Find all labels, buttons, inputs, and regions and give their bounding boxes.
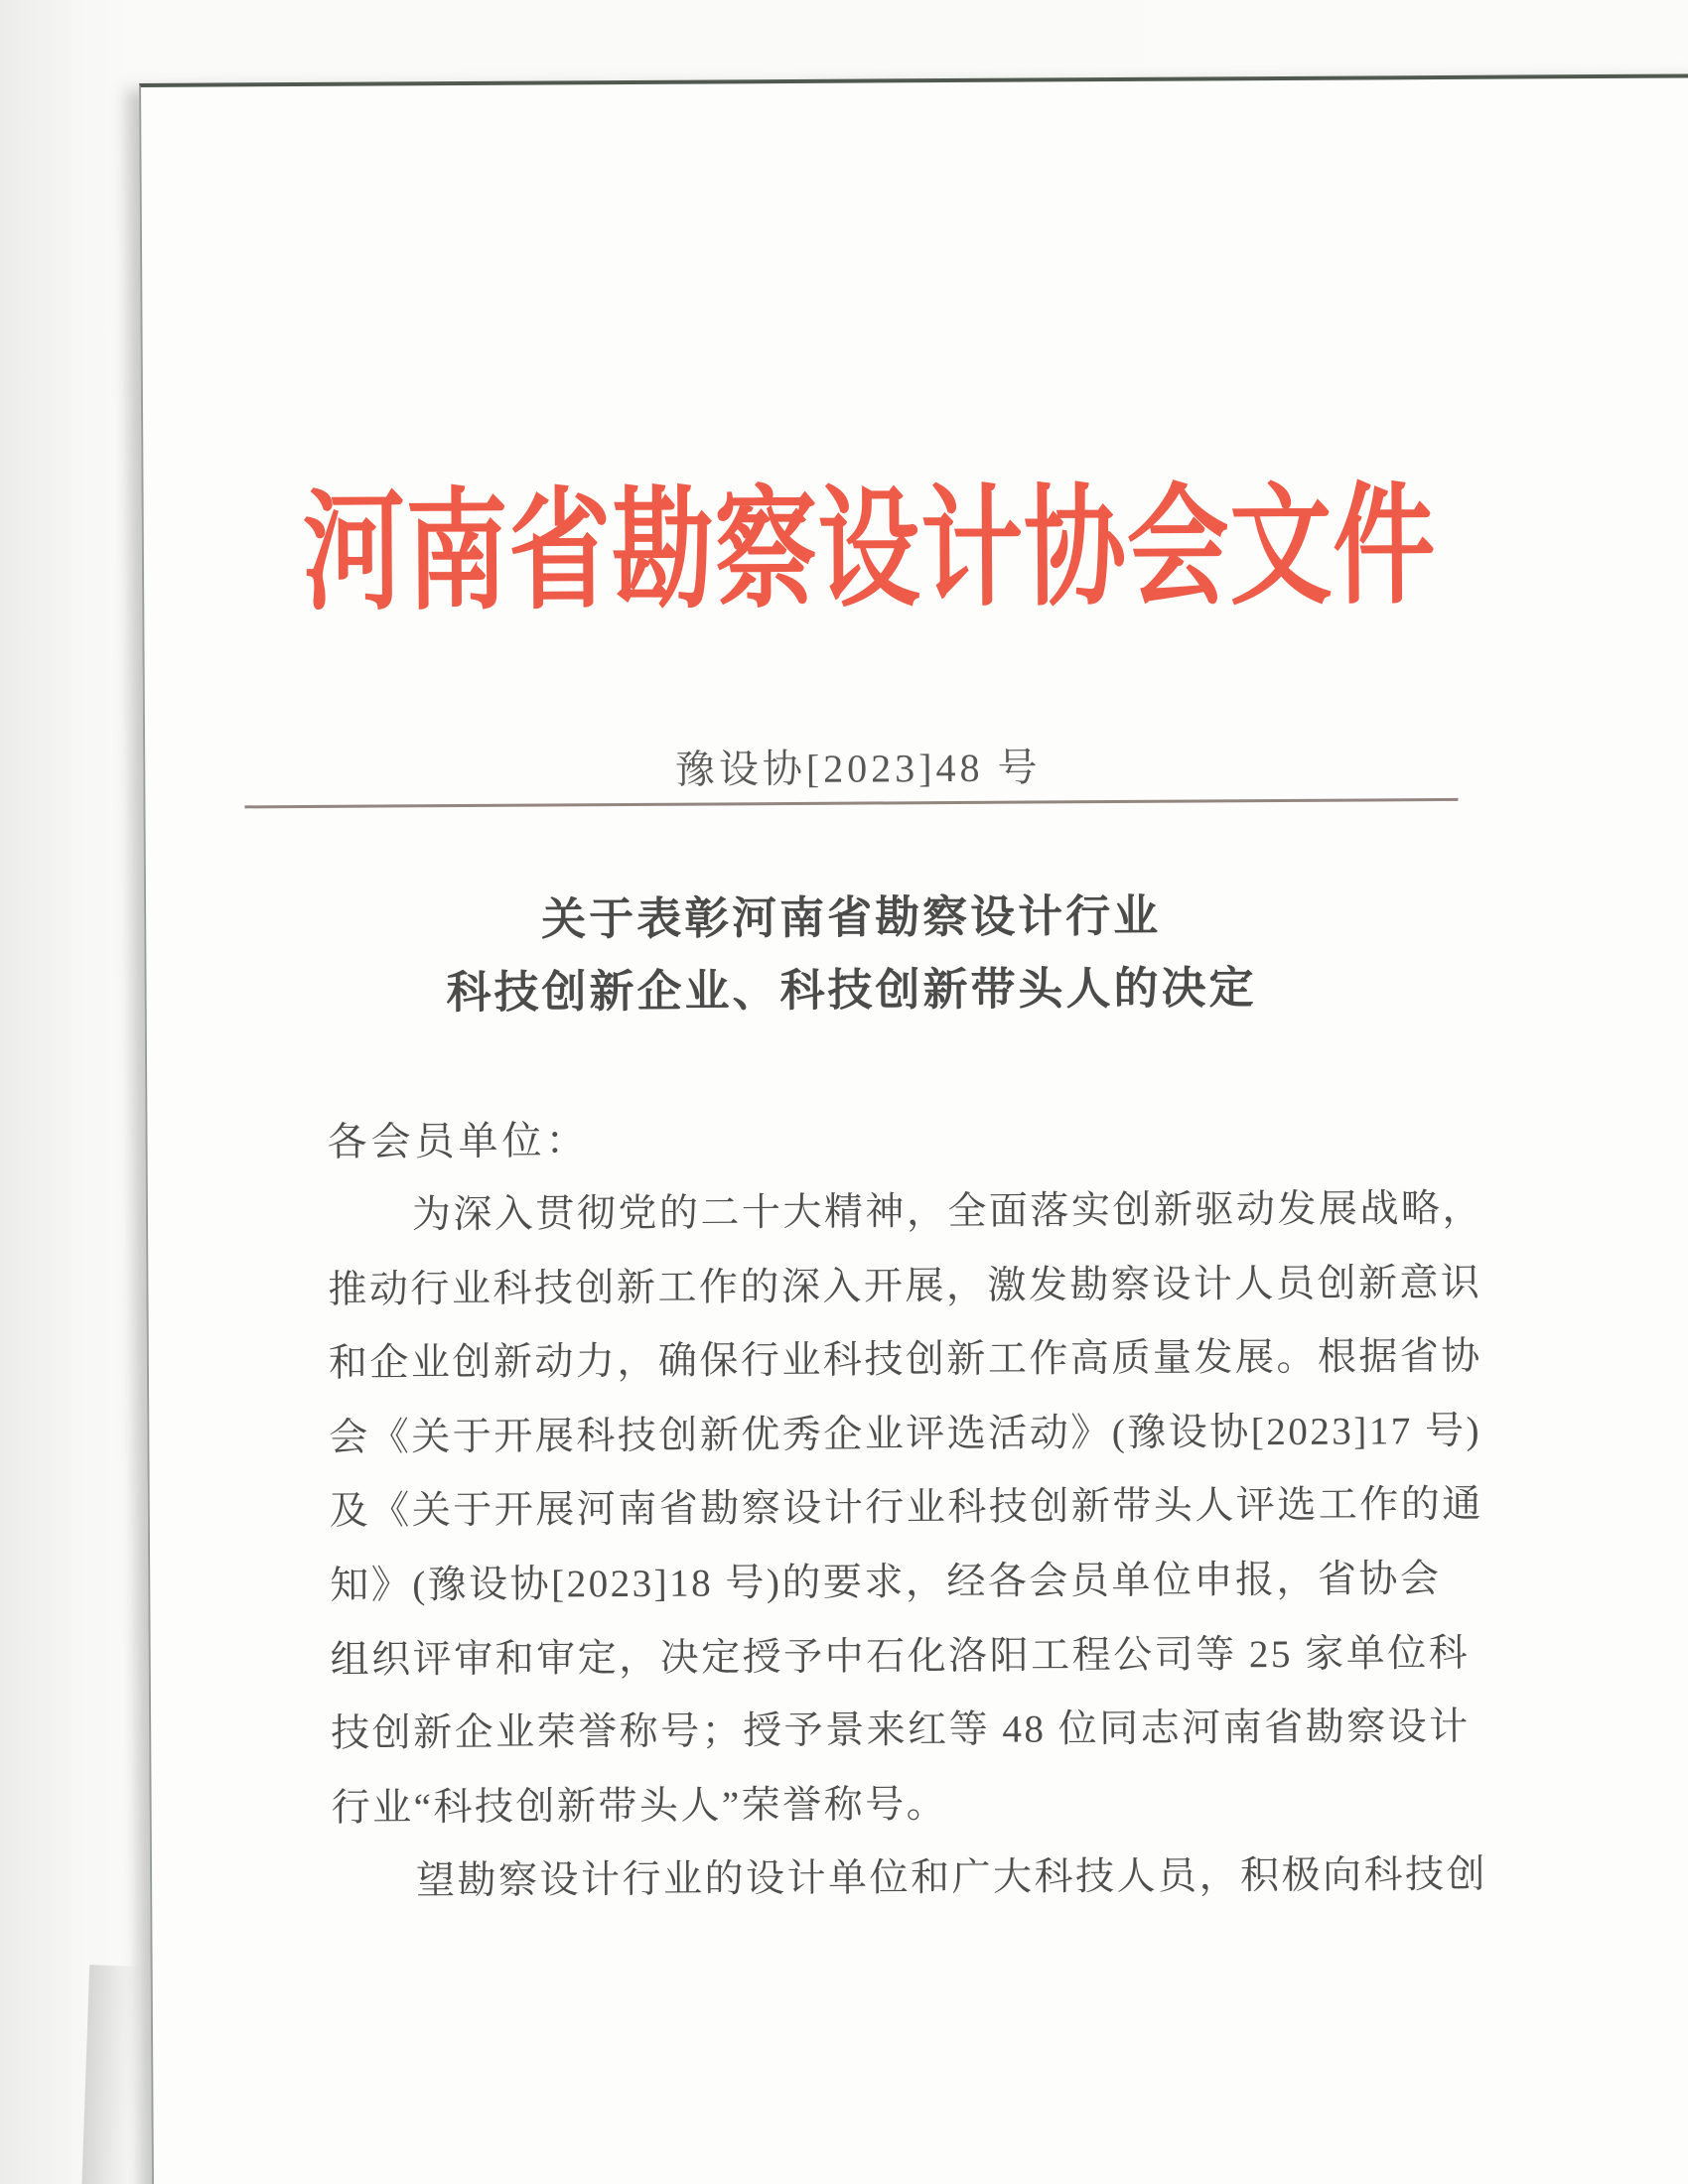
header-separator-line	[244, 798, 1458, 808]
scan-corner-smudge	[81, 1965, 141, 2184]
body-line-7: 组织评审和审定，决定授予中石化洛阳工程公司等 25 家单位科	[330, 1631, 1471, 1682]
document-number: 豫设协[2023]48 号	[674, 745, 1042, 792]
body-line-3: 和企业创新动力，确保行业科技创新工作高质量发展。根据省协	[328, 1334, 1483, 1385]
body-line-4: 会《关于开展科技创新优秀企业评选活动》(豫设协[2023]17 号)	[329, 1409, 1482, 1459]
decision-title-line2: 科技创新企业、科技创新带头人的决定	[446, 962, 1257, 1019]
body-line-2: 推动行业科技创新工作的深入开展，激发勘察设计人员创新意识	[328, 1261, 1482, 1311]
document-page	[139, 73, 1688, 2184]
salutation: 各会员单位：	[327, 1118, 590, 1164]
body-line-1: 为深入贯彻党的二十大精神，全面落实创新驱动发展战略，	[411, 1186, 1484, 1237]
body-line-5: 及《关于开展河南省勘察设计行业科技创新带头人评选工作的通	[329, 1482, 1483, 1533]
decision-title-line1: 关于表彰河南省勘察设计行业	[540, 889, 1162, 945]
body-line-10: 望勘察设计行业的设计单位和广大科技人员，积极向科技创	[415, 1852, 1488, 1903]
body-line-8: 技创新企业荣誉称号；授予景来红等 48 位同志河南省勘察设计	[331, 1705, 1471, 1755]
body-line-6: 知》(豫设协[2023]18 号)的要求，经各会员单位申报，省协会	[330, 1558, 1442, 1607]
document-header-title: 河南省勘察设计协会文件	[302, 474, 1437, 627]
body-line-9: 行业“科技创新带头人”荣誉称号。	[331, 1783, 948, 1830]
